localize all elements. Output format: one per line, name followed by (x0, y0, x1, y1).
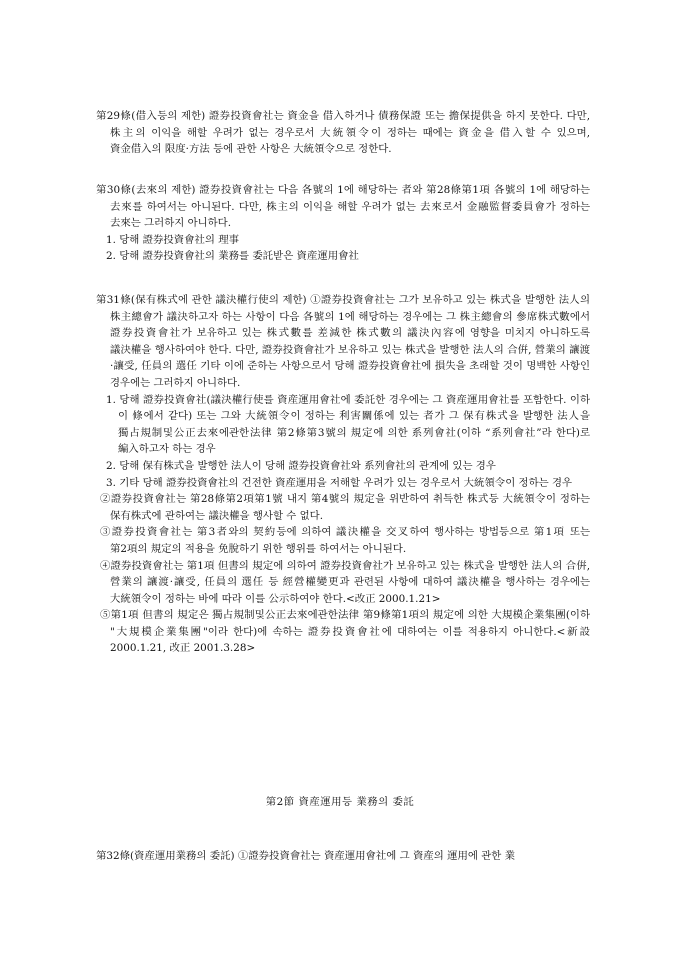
article-31 (96, 292, 590, 657)
article-31-item-1: 1. 당해 證券投資會社(議決權行使를 資産運用會社에 委託한 경우에는 그 資産運用會社를 포함한다. 이하 이 條에서 같다) 또는 그와 大統領令이 정하는 利害關係에 있는 者가 그 保有株式을 발행한 法人을 獨占規制및公正去來에관한法律 第2條第3號의 規定에 의한 系列會社(이하 “系列會社”라 한다)로 編入하고자 하는 경우 (106, 393, 590, 456)
article-31-para-4: ④證券投資會社는 第1項 但書의 規定에 의하여 證券投資會社가 보유하고 있는 株式을 발행한 法人의 合倂, 營業의 讓渡·讓受, 任員의 選任 등 經營權變更과 관련된 사항에 대하여 議決權을 행사하는 경우에는 大統領令이 정하는 바에 따라 이를 公示하여야 한다.<改正 2000.1.21> (100, 559, 590, 605)
article-31-para-5: ⑤第1項 但書의 規定은 獨占規制및公正去來에관한法律 第9條第1項의 規定에 의한 大規模企業集團(이하 "大規模企業集團"이라 한다)에 속하는 證券投資會社에 대하여는 이를 적용하지 아니한다.<新設 2000.1.21, 改正 2001.3.28> (100, 609, 590, 655)
article-29 (96, 108, 590, 158)
article-31-para-3: ③證券投資會社는 第3者와의 契約등에 의하여 議決權을 交叉하여 행사하는 방법등으로 第1項 또는 第2項의 規定의 적용을 免脫하기 위한 행위를 하여서는 아니된다. (100, 526, 590, 555)
article-30-item-2: 2. 당해 證券投資會社의 業務를 委託받은 資産運用會社 (106, 250, 359, 263)
article-30-text: 第30條(去來의 제한) 證券投資會社는 다음 各號의 1에 해당하는 者와 第28條第1項 各號의 1에 해당하는 去來를 하여서는 아니된다. 다만, 株主의 이익을 해할 우려가 없는 去來로서 金融監督委員會가 정하는 去來는 그러하지 아니하다. (96, 184, 590, 230)
article-30-item-1: 1. 당해 證券投資會社의 理事 (106, 233, 240, 246)
article-32-text: 第32條(資産運用業務의 委託) ①證券投資會社는 資産運用會社에 그 資産의 運用에 관한 業 (96, 850, 515, 862)
article-31-para-2: ②證券投資會社는 第28條第2項第1號 내지 第4號의 規定을 위반하여 취득한 株式등 大統領令이 정하는 保有株式에 관하여는 議決權을 행사할 수 없다. (100, 493, 590, 522)
article-31-text: 第31條(保有株式에 관한 議決權行使의 제한) ①證券投資會社는 그가 보유하고 있는 株式을 발행한 法人의 株主總會가 議決하고자 하는 사항이 다음 各號의 1에 해당하는 경우에는 그 株主總會의 參席株式數에서 證券投資會社가 보유하고 있는 株式數를 差減한 株式數의 議決內容에 영향을 미치지 아니하도록 議決權을 행사하여야 한다. 다만, 證券投資會社가 보유하고 있는 株式을 발행한 法人의 合倂, 營業의 讓渡·讓受, 任員의 選任 기타 이에 준하는 사항으로서 당해 證券投資會社에 損失을 초래할 것이 명백한 사항인 경우에는 그러하지 아니하다. (96, 294, 590, 389)
article-31-item-3: 3. 기타 당해 證券投資會社의 건전한 資産運用을 저해할 우려가 있는 경우로서 大統領令이 정하는 경우 (106, 476, 573, 489)
article-32 (96, 848, 590, 865)
article-30 (96, 182, 590, 265)
article-29-text: 第29條(借入등의 제한) 證券投資會社는 資金을 借入하거나 債務保證 또는 擔保提供을 하지 못한다. 다만, 株主의 이익을 해할 우려가 없는 경우로서 大統領令이 정하는 때에는 資金을 借入할 수 있으며, 資金借入의 限度·方法 등에 관한 사항은 大統領令으로 정한다. (96, 110, 590, 156)
section-2-heading: 第2節 資産運用등 業務의 委託 (265, 796, 415, 808)
article-31-item-2: 2. 당해 保有株式을 발행한 法人이 당해 證券投資會社와 系列會社의 관계에 있는 경우 (106, 459, 496, 472)
